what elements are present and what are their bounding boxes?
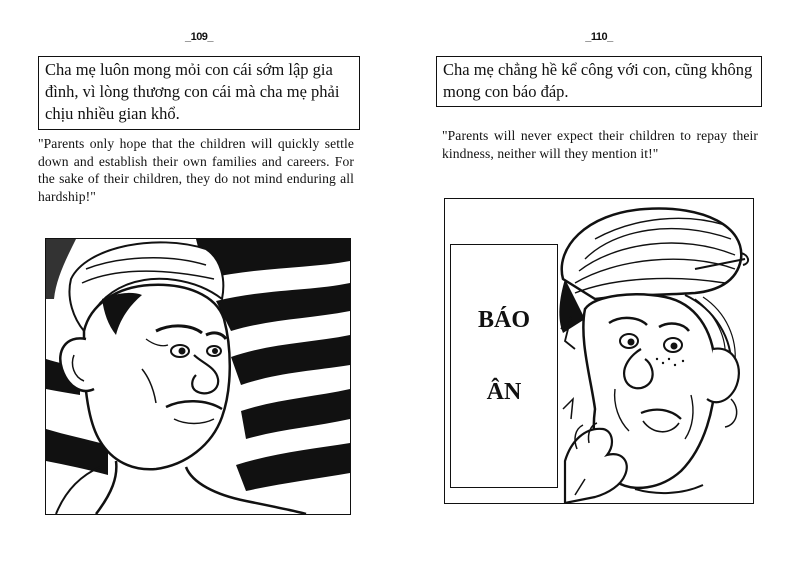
father-illustration — [46, 239, 350, 514]
english-caption: "Parents will never expect their children to repay their kindness, neither will they mention it!" — [442, 128, 758, 161]
sign-text-an: ÂN — [486, 379, 522, 405]
sign-text-bao: BÁO — [477, 307, 530, 333]
vietnamese-caption-box — [436, 56, 762, 107]
vietnamese-caption-box — [38, 56, 360, 130]
right-page — [436, 0, 762, 566]
page-number-109: _109_ — [184, 31, 214, 43]
comic-panel-father — [45, 238, 351, 515]
bao-an-sign — [450, 244, 558, 488]
comic-panel-mother — [444, 198, 754, 504]
english-caption: "Parents only hope that the children will quickly settle down and establish their own families and careers. For the sake of their children, they do not mind enduring all hardship!" — [38, 136, 354, 204]
vietnamese-caption: Cha mẹ luôn mong mỏi con cái sớm lập gia đình, vì lòng thương con cái mà cha mẹ phải chịu nhiều gian khổ. — [45, 60, 340, 123]
page-number-110: _110_ — [585, 31, 613, 43]
left-page — [38, 0, 360, 566]
vietnamese-caption: Cha mẹ chẳng hề kể công với con, cũng không mong con báo đáp. — [443, 60, 753, 101]
